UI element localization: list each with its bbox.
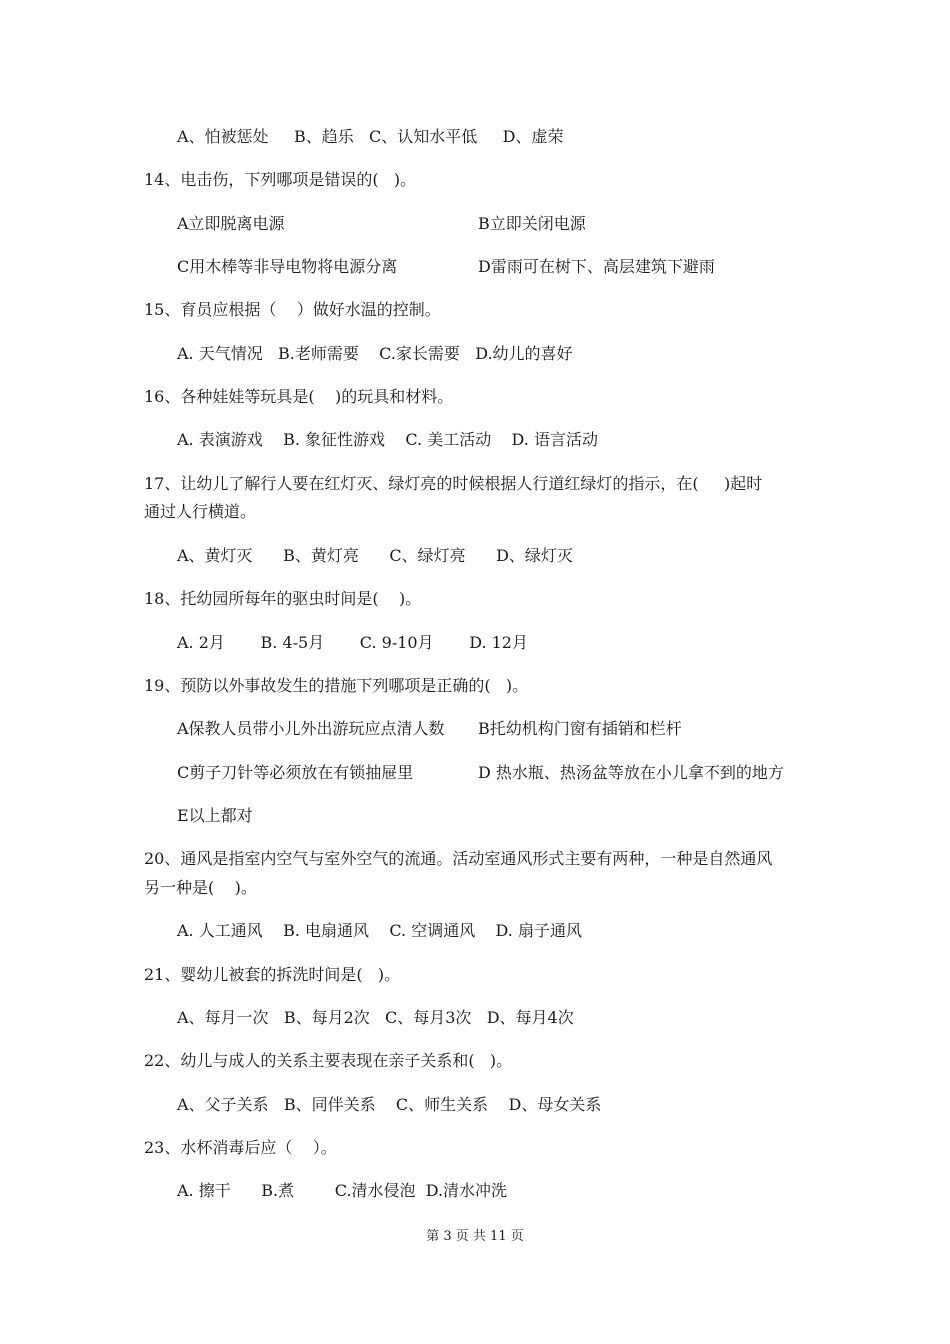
question-16: 16、各种娃娃等玩具是( )的玩具和材料。 [144,387,454,406]
question-19: 19、预防以外事故发生的措施下列哪项是正确的( )。 [144,676,529,695]
question-21: 21、婴幼儿被套的拆洗时间是( )。 [144,965,401,984]
question-22: 22、幼儿与成人的关系主要表现在亲子关系和( )。 [144,1051,513,1070]
q19-option-b: B托幼机构门窗有插销和栏杆 [478,719,682,738]
question-18: 18、托幼园所每年的驱虫时间是( )。 [144,589,422,608]
question-23: 23、水杯消毒后应（ ）。 [144,1138,337,1157]
q19-option-c: C剪子刀针等必须放在有锁抽屉里 [177,763,414,782]
q14-option-c: C用木棒等非导电物将电源分离 [177,257,398,276]
question-17-line-2: 通过人行横道。 [144,502,257,521]
q14-option-b: B立即关闭电源 [478,214,586,233]
question-20-line-1: 20、通风是指室内空气与室外空气的流通。活动室通风形式主要有两种，一种是自然通风 [144,849,773,868]
q21-options: A、每月一次 B、每月2次 C、每月3次 D、每月4次 [177,1008,574,1027]
q19-option-a: A保教人员带小儿外出游玩应点清人数 [177,719,445,738]
page-number-footer: 第 3 页 共 11 页 [426,1229,524,1244]
q17-options: A、黄灯灭 B、黄灯亮 C、绿灯亮 D、绿灯灭 [177,546,573,565]
q19-option-e: E以上都对 [177,806,253,825]
question-17-line-1: 17、让幼儿了解行人要在红灯灭、绿灯亮的时候根据人行道红绿灯的指示，在( )起时 [144,474,763,493]
q19-option-d: D 热水瓶、热汤盆等放在小儿拿不到的地方 [478,763,784,782]
q22-options: A、父子关系 B、同伴关系 C、师生关系 D、母女关系 [177,1095,602,1114]
q14-option-a: A立即脱离电源 [177,214,285,233]
q13-options: A、怕被惩处 B、趋乐 C、认知水平低 D、虚荣 [177,127,564,146]
question-14: 14、电击伤，下列哪项是错误的( )。 [144,170,417,189]
question-20-line-2: 另一种是( )。 [144,878,257,897]
q23-options: A. 擦干 B.煮 C.清水侵泡 D.清水冲洗 [177,1181,508,1200]
q16-options: A. 表演游戏 B. 象征性游戏 C. 美工活动 D. 语言活动 [177,430,598,449]
question-15: 15、育员应根据（ ）做好水温的控制。 [144,300,441,319]
q18-options: A. 2月 B. 4-5月 C. 9-10月 D. 12月 [177,633,528,652]
q15-options: A. 天气情况 B.老师需要 C.家长需要 D.幼儿的喜好 [177,344,573,363]
q20-options: A. 人工通风 B. 电扇通风 C. 空调通风 D. 扇子通风 [177,921,582,940]
q14-option-d: D雷雨可在树下、高层建筑下避雨 [478,257,715,276]
